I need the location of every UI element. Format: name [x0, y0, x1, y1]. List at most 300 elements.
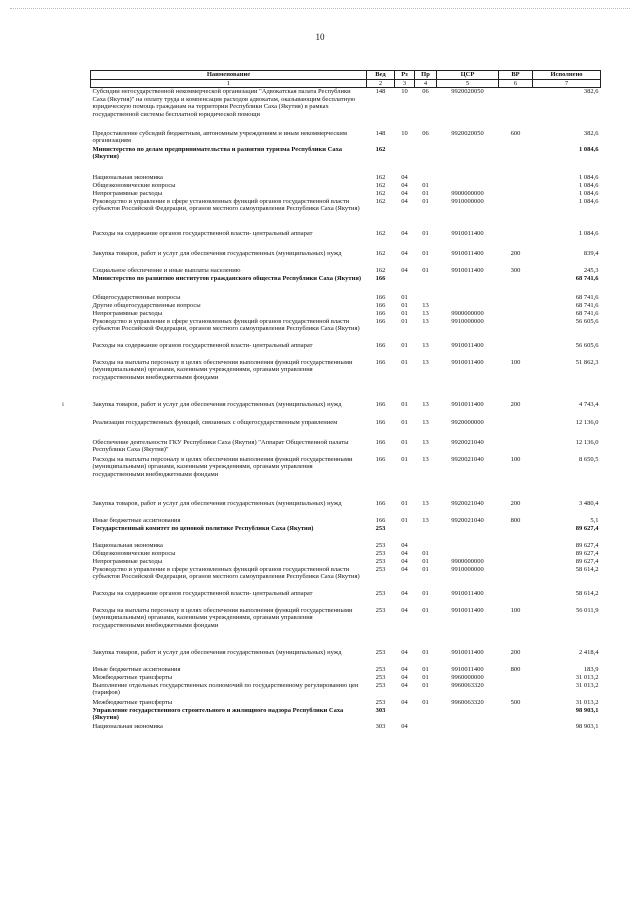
cell-rz: 01: [401, 516, 408, 524]
cell-pr: [415, 275, 437, 294]
cell-rz: 01: [401, 358, 408, 366]
cell-csr: [437, 707, 499, 723]
cell-ved: 162: [375, 181, 386, 189]
cell-ved: 303: [375, 722, 386, 730]
cell-ved: 148: [375, 129, 386, 137]
header-csr: ЦСР: [437, 71, 499, 80]
cell-pr: 13: [422, 499, 429, 507]
cell-ved: 303: [375, 706, 386, 714]
cell-ved: 253: [375, 673, 386, 681]
cell-sum: 68 741,6: [575, 301, 599, 309]
cell-name: Обеспечение деятельности ГКУ Республики Саха (Якутия) "Аппарат Общественной палаты Республики Саха (Якутия)": [92, 438, 349, 454]
cell-vr: 100: [510, 358, 521, 366]
cell-sum: 382,6: [583, 88, 599, 96]
cell-ved: 253: [375, 524, 386, 532]
cell-vr: 800: [510, 665, 521, 673]
cell-rz: [395, 275, 415, 294]
table-row: [91, 542, 601, 550]
cell-csr: [437, 723, 499, 731]
cell-name: Реализация государственных функций, связанных с общегосударственным управлением: [92, 418, 338, 426]
cell-csr: [437, 525, 499, 542]
cell-name: Межбюджетные трансферты: [92, 698, 173, 706]
cell-name: Непрограммные расходы: [92, 557, 163, 565]
table-row: [91, 88, 601, 130]
cell-sum: 51 862,3: [575, 358, 599, 366]
column-number: 4: [415, 80, 437, 88]
cell-pr: 01: [422, 197, 429, 205]
table-row: [91, 310, 601, 318]
cell-rz: 04: [401, 589, 408, 597]
table-row: [91, 130, 601, 146]
cell-sum: 3 480,4: [579, 499, 599, 507]
cell-csr: [437, 174, 499, 182]
cell-csr: 9920020050: [451, 88, 484, 96]
margin-mark: ı: [62, 400, 64, 408]
column-number: 1: [91, 80, 367, 88]
cell-ved: 253: [375, 557, 386, 565]
cell-ved: 166: [375, 516, 386, 524]
cell-sum: 31 013,2: [575, 698, 599, 706]
cell-vr: 600: [510, 129, 521, 137]
cell-sum: 1 084,6: [579, 181, 599, 189]
cell-csr: 9960000000: [451, 673, 484, 681]
column-number: 6: [499, 80, 533, 88]
cell-csr: 9910011400: [451, 358, 484, 366]
table-row: [91, 190, 601, 198]
cell-rz: 04: [401, 549, 408, 557]
cell-pr: 06: [422, 129, 429, 137]
table-row: [91, 294, 601, 302]
cell-sum: 58 614,2: [575, 589, 599, 597]
cell-pr: 06: [422, 88, 429, 96]
cell-sum: 1 084,6: [579, 229, 599, 237]
cell-rz: 01: [401, 400, 408, 408]
cell-name: Расходы на выплаты персоналу в целях обеспечения выполнения функций государственными (муниципальными) органами, казенными учреждениями, органами управления государственными внебюджетными фондами: [92, 358, 353, 381]
cell-pr: [415, 146, 437, 174]
cell-rz: 04: [401, 698, 408, 706]
cell-name: Другие общегосударственные вопросы: [92, 301, 201, 309]
cell-sum: 2 418,4: [579, 648, 599, 656]
header-sum: Исполнено: [533, 71, 601, 80]
cell-ved: 253: [375, 589, 386, 597]
cell-ved: 166: [375, 455, 386, 463]
cell-ved: 166: [375, 400, 386, 408]
cell-ved: 166: [375, 301, 386, 309]
cell-rz: 04: [401, 173, 408, 181]
cell-csr: [437, 275, 499, 294]
cell-vr: [499, 190, 533, 198]
cell-pr: 01: [422, 249, 429, 257]
cell-pr: 01: [422, 189, 429, 197]
header-rz: Рз: [395, 71, 415, 80]
cell-ved: 148: [375, 88, 386, 96]
cell-csr: [437, 302, 499, 310]
cell-ved: 166: [375, 438, 386, 446]
cell-ved: 166: [375, 418, 386, 426]
table-row: [91, 723, 601, 731]
cell-ved: 166: [375, 341, 386, 349]
table-row: [91, 182, 601, 190]
cell-vr: [499, 146, 533, 174]
cell-sum: 8 650,5: [579, 455, 599, 463]
table-row: [91, 558, 601, 566]
cell-ved: 162: [375, 266, 386, 274]
cell-ved: 253: [375, 541, 386, 549]
cell-sum: 89 627,4: [575, 541, 599, 549]
table-row: [91, 682, 601, 699]
cell-vr: [499, 310, 533, 318]
cell-sum: 68 741,6: [575, 309, 599, 317]
cell-rz: 01: [401, 293, 408, 301]
cell-ved: 162: [375, 189, 386, 197]
cell-csr: 9910011400: [451, 606, 484, 614]
cell-sum: 68 741,6: [575, 293, 599, 301]
cell-rz: 01: [401, 438, 408, 446]
cell-csr: 9910000000: [451, 565, 484, 573]
cell-name: Выполнение отдельных государственных полномочий по государственному регулированию цен (тарифов): [92, 681, 359, 697]
cell-csr: 9960063320: [451, 698, 484, 706]
cell-sum: 58 614,2: [575, 565, 599, 573]
cell-ved: 253: [375, 549, 386, 557]
cell-name: Управление государственного строительного и жилищного надзора Республики Саха (Якутия): [92, 706, 344, 722]
cell-name: Расходы на выплаты персоналу в целях обеспечения выполнения функций государственными (муниципальными) органами, казенными учреждениями, органами управления государственными внебюджетными фондами: [92, 455, 353, 478]
cell-name: Расходы на выплаты персоналу в целях обеспечения выполнения функций государственными (муниципальными) органами, казенными учреждениями, органами управления государственными внебюджетными фондами: [92, 606, 353, 629]
cell-pr: 13: [422, 358, 429, 366]
cell-pr: 01: [422, 681, 429, 689]
cell-pr: 13: [422, 516, 429, 524]
cell-rz: 10: [401, 88, 408, 96]
cell-pr: 01: [422, 665, 429, 673]
cell-vr: [499, 318, 533, 342]
cell-rz: [395, 146, 415, 174]
cell-vr: [499, 342, 533, 359]
cell-ved: 253: [375, 681, 386, 689]
table-row: [91, 174, 601, 182]
cell-pr: 01: [422, 648, 429, 656]
cell-vr: 300: [510, 266, 521, 274]
cell-rz: 04: [401, 606, 408, 614]
cell-csr: 9900000000: [451, 309, 484, 317]
cell-name: Закупка товаров, работ и услуг для обеспечения государственных (муниципальных) нужд: [92, 249, 342, 257]
cell-csr: 9910011400: [451, 648, 484, 656]
table-row: [91, 649, 601, 666]
cell-sum: 56 605,6: [575, 341, 599, 349]
cell-name: Государственный комитет по ценовой политике Республики Саха (Якутия): [92, 524, 314, 532]
cell-pr: 13: [422, 317, 429, 325]
cell-csr: 9910000000: [451, 197, 484, 205]
cell-vr: 800: [510, 516, 521, 524]
cell-pr: 13: [422, 438, 429, 446]
cell-rz: 01: [401, 301, 408, 309]
cell-name: Общеэкономические вопросы: [92, 549, 176, 557]
cell-rz: 01: [401, 499, 408, 507]
cell-sum: 183,9: [583, 665, 599, 673]
scan-top-edge: [10, 8, 630, 10]
cell-sum: 98 903,1: [575, 706, 599, 714]
cell-name: Национальная экономика: [92, 722, 163, 730]
cell-csr: [437, 182, 499, 190]
cell-sum: 68 741,6: [575, 274, 599, 282]
cell-ved: 253: [375, 565, 386, 573]
cell-name: Национальная экономика: [92, 541, 163, 549]
table-header-row: [91, 71, 601, 80]
cell-pr: 01: [422, 181, 429, 189]
cell-name: Руководство и управление в сфере установленных функций органов государственной власти субъектов Российской Федерации, органов местного самоуправления Республики Саха (Якутия): [92, 317, 360, 333]
cell-rz: 04: [401, 181, 408, 189]
cell-name: Расходы на содержание органов государственной власти- центральный аппарат: [92, 589, 313, 597]
cell-csr: 9910011400: [451, 266, 484, 274]
cell-sum: 4 743,4: [579, 400, 599, 408]
cell-pr: [415, 707, 437, 723]
cell-sum: 1 084,6: [579, 189, 599, 197]
cell-csr: 9920021040: [451, 499, 484, 507]
cell-pr: 13: [422, 301, 429, 309]
cell-rz: 01: [401, 341, 408, 349]
cell-pr: 01: [422, 549, 429, 557]
cell-rz: 04: [401, 197, 408, 205]
cell-name: Непрограммные расходы: [92, 189, 163, 197]
cell-sum: 5,1: [590, 516, 599, 524]
cell-rz: 04: [401, 557, 408, 565]
cell-name: Закупка товаров, работ и услуг для обеспечения государственных (муниципальных) нужд: [92, 400, 342, 408]
cell-vr: [499, 294, 533, 302]
cell-vr: [499, 182, 533, 190]
cell-rz: 04: [401, 249, 408, 257]
table-row: [91, 517, 601, 525]
cell-vr: [499, 419, 533, 439]
cell-vr: [499, 542, 533, 550]
cell-csr: 9920021040: [451, 438, 484, 446]
cell-sum: 12 136,0: [575, 418, 599, 426]
cell-vr: [499, 550, 533, 558]
cell-rz: 01: [401, 317, 408, 325]
table-row: [91, 666, 601, 674]
table-row: [91, 342, 601, 359]
cell-rz: [395, 525, 415, 542]
cell-vr: 500: [510, 698, 521, 706]
table-row: [91, 359, 601, 401]
cell-rz: 04: [401, 673, 408, 681]
cell-name: Иные бюджетные ассигнования: [92, 665, 181, 673]
cell-vr: 200: [510, 499, 521, 507]
cell-rz: 01: [401, 455, 408, 463]
cell-vr: 200: [510, 400, 521, 408]
cell-pr: 01: [422, 589, 429, 597]
table-section-row: [91, 275, 601, 294]
cell-vr: [499, 198, 533, 230]
cell-sum: 31 013,2: [575, 681, 599, 689]
cell-csr: 9920000000: [451, 418, 484, 426]
header-vr: ВР: [499, 71, 533, 80]
cell-ved: 253: [375, 606, 386, 614]
cell-rz: 04: [401, 722, 408, 730]
cell-sum: 1 084,6: [579, 173, 599, 181]
cell-name: Социальное обеспечение и иные выплаты населению: [92, 266, 241, 274]
column-number-row: [91, 80, 601, 88]
header-ved: Вед: [367, 71, 395, 80]
cell-vr: [499, 566, 533, 590]
cell-name: Общегосударственные вопросы: [92, 293, 181, 301]
cell-rz: 04: [401, 648, 408, 656]
table-section-row: [91, 146, 601, 174]
cell-name: Закупка товаров, работ и услуг для обеспечения государственных (муниципальных) нужд: [92, 648, 342, 656]
cell-csr: 9910011400: [451, 589, 484, 597]
cell-ved: 162: [375, 173, 386, 181]
page-number: 10: [315, 32, 325, 42]
cell-pr: 01: [422, 557, 429, 565]
cell-ved: 253: [375, 648, 386, 656]
cell-name: Субсидии негосударственной некоммерческой организации "Адвокатская палата Республики Саха (Якутия)" на оплату труда и компенсация расходов адвокатам, оказывающим бесплатную юридическую помощь гражданам на территории Республики Саха (Якутия) в рамках государственной системы бесплатной юридической помощи: [92, 88, 356, 118]
header-pr: Пр: [415, 71, 437, 80]
column-number: 5: [437, 80, 499, 88]
cell-name: Общеэкономические вопросы: [92, 181, 176, 189]
table-body: [91, 88, 601, 731]
cell-rz: 04: [401, 541, 408, 549]
cell-sum: 31 013,2: [575, 673, 599, 681]
cell-csr: 9900000000: [451, 189, 484, 197]
cell-rz: 04: [401, 565, 408, 573]
cell-rz: 01: [401, 418, 408, 426]
cell-vr: [499, 674, 533, 682]
table-row: [91, 198, 601, 230]
table-row: [91, 318, 601, 342]
cell-name: Межбюджетные трансферты: [92, 673, 173, 681]
cell-name: Расходы на содержание органов государственной власти- центральный аппарат: [92, 229, 313, 237]
cell-name: Руководство и управление в сфере установленных функций органов государственной власти субъектов Российской Федерации, органов местного самоуправления Республики Саха (Якутия): [92, 565, 360, 581]
cell-pr: 13: [422, 400, 429, 408]
cell-pr: [415, 294, 437, 302]
cell-pr: [415, 542, 437, 550]
header-name: Наименование: [91, 71, 367, 80]
cell-ved: 253: [375, 665, 386, 673]
table-section-row: [91, 525, 601, 542]
cell-pr: 01: [422, 606, 429, 614]
cell-vr: 100: [510, 455, 521, 463]
cell-sum: 56 605,6: [575, 317, 599, 325]
cell-csr: 9960063320: [451, 681, 484, 689]
cell-sum: 1 084,6: [579, 145, 599, 153]
cell-ved: 166: [375, 274, 386, 282]
table-row: [91, 250, 601, 267]
table-row: [91, 439, 601, 456]
table-row: [91, 302, 601, 310]
cell-pr: 01: [422, 698, 429, 706]
cell-name: Расходы на содержание органов государственной власти- центральный аппарат: [92, 341, 313, 349]
column-number: 2: [367, 80, 395, 88]
cell-pr: 13: [422, 309, 429, 317]
table-row: [91, 419, 601, 439]
cell-ved: 162: [375, 197, 386, 205]
cell-vr: [499, 439, 533, 456]
cell-ved: 162: [375, 145, 386, 153]
cell-sum: 89 627,4: [575, 549, 599, 557]
cell-vr: [499, 174, 533, 182]
cell-sum: 56 011,9: [575, 606, 599, 614]
cell-name: Национальная экономика: [92, 173, 163, 181]
table-row: [91, 500, 601, 517]
cell-ved: 166: [375, 293, 386, 301]
cell-csr: [437, 146, 499, 174]
cell-pr: [415, 525, 437, 542]
cell-ved: 253: [375, 698, 386, 706]
budget-execution-table: [90, 70, 601, 731]
cell-csr: [437, 550, 499, 558]
cell-pr: 01: [422, 673, 429, 681]
cell-csr: 9920021040: [451, 516, 484, 524]
cell-sum: 12 136,0: [575, 438, 599, 446]
cell-ved: 162: [375, 229, 386, 237]
cell-vr: [499, 682, 533, 699]
cell-name: Предоставление субсидий бюджетным, автономным учреждениям и иным некоммерческим организациям: [92, 129, 347, 145]
cell-rz: 04: [401, 665, 408, 673]
cell-ved: 166: [375, 317, 386, 325]
cell-pr: [415, 174, 437, 182]
cell-ved: 166: [375, 499, 386, 507]
cell-vr: [499, 723, 533, 731]
cell-vr: [499, 558, 533, 566]
table-row: [91, 267, 601, 275]
cell-sum: 1 084,6: [579, 197, 599, 205]
cell-csr: 9910011400: [451, 229, 484, 237]
cell-ved: 166: [375, 358, 386, 366]
cell-csr: [437, 294, 499, 302]
cell-pr: 13: [422, 455, 429, 463]
cell-vr: [499, 88, 533, 130]
cell-csr: 9910000000: [451, 317, 484, 325]
table-row: [91, 699, 601, 707]
cell-rz: 04: [401, 266, 408, 274]
cell-csr: 9920020050: [451, 129, 484, 137]
table-row: [91, 550, 601, 558]
cell-csr: 9910011400: [451, 400, 484, 408]
cell-csr: 9910011400: [451, 665, 484, 673]
cell-rz: 04: [401, 229, 408, 237]
cell-sum: 89 627,4: [575, 557, 599, 565]
cell-vr: [499, 275, 533, 294]
cell-csr: 9910011400: [451, 249, 484, 257]
cell-name: Непрограммные расходы: [92, 309, 163, 317]
cell-pr: 13: [422, 341, 429, 349]
cell-pr: 01: [422, 565, 429, 573]
cell-rz: 01: [401, 309, 408, 317]
cell-vr: 100: [510, 606, 521, 614]
cell-pr: 01: [422, 266, 429, 274]
cell-vr: [499, 230, 533, 250]
cell-sum: 839,4: [583, 249, 599, 257]
cell-vr: [499, 707, 533, 723]
cell-pr: 01: [422, 229, 429, 237]
cell-rz: 04: [401, 681, 408, 689]
table-row: [91, 607, 601, 649]
cell-rz: 10: [401, 129, 408, 137]
column-number: 3: [395, 80, 415, 88]
table-row: [91, 456, 601, 500]
cell-vr: [499, 525, 533, 542]
cell-ved: 166: [375, 309, 386, 317]
cell-name: Руководство и управление в сфере установленных функций органов государственной власти субъектов Российской Федерации, органов местного самоуправления Республики Саха (Якутия): [92, 197, 360, 213]
cell-vr: 200: [510, 648, 521, 656]
table-row: [91, 566, 601, 590]
cell-ved: 162: [375, 249, 386, 257]
cell-name: Министерство по развитию институтов гражданского общества Республики Саха (Якутия): [92, 274, 362, 282]
cell-name: Министерство по делам предпринимательства и развития туризма Республики Саха (Якутия): [92, 145, 343, 161]
cell-sum: 382,6: [583, 129, 599, 137]
cell-name: Иные бюджетные ассигнования: [92, 516, 181, 524]
table-row: [91, 674, 601, 682]
cell-name: Закупка товаров, работ и услуг для обеспечения государственных (муниципальных) нужд: [92, 499, 342, 507]
table-row: [91, 230, 601, 250]
cell-vr: [499, 590, 533, 607]
